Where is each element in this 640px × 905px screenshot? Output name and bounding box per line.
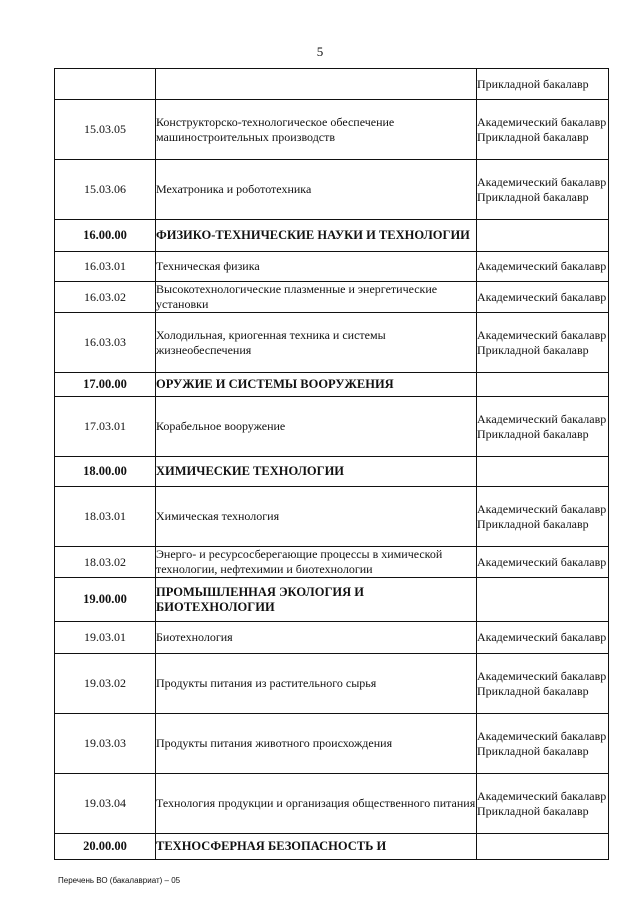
direction-name: ОРУЖИЕ И СИСТЕМЫ ВООРУЖЕНИЯ bbox=[156, 373, 477, 397]
qualification-level bbox=[477, 457, 609, 487]
table-row bbox=[55, 622, 609, 654]
direction-code: 17.03.01 bbox=[55, 397, 156, 457]
direction-code: 18.00.00 bbox=[55, 457, 156, 487]
direction-name: Корабельное вооружение bbox=[156, 397, 477, 457]
direction-code: 18.03.02 bbox=[55, 547, 156, 578]
directions-table bbox=[54, 68, 609, 860]
direction-code: 19.03.02 bbox=[55, 654, 156, 714]
qualification-level: Академический бакалавр Прикладной бакалавр bbox=[477, 160, 609, 220]
qualification-level: Прикладной бакалавр bbox=[477, 69, 609, 100]
qualification-level: Академический бакалавр Прикладной бакалавр bbox=[477, 654, 609, 714]
direction-name: Биотехнология bbox=[156, 622, 477, 654]
table-row bbox=[55, 774, 609, 834]
qualification-level bbox=[477, 578, 609, 622]
direction-code: 16.00.00 bbox=[55, 220, 156, 252]
direction-code: 16.03.03 bbox=[55, 313, 156, 373]
table-row bbox=[55, 397, 609, 457]
qualification-level: Академический бакалавр Прикладной бакалавр bbox=[477, 100, 609, 160]
footer-note: Перечень ВО (бакалавриат) – 05 bbox=[58, 876, 181, 885]
qualification-level: Академический бакалавр Прикладной бакалавр bbox=[477, 313, 609, 373]
direction-code: 16.03.01 bbox=[55, 252, 156, 282]
qualification-level: Академический бакалавр Прикладной бакалавр bbox=[477, 487, 609, 547]
direction-code: 20.00.00 bbox=[55, 834, 156, 860]
table-row bbox=[55, 547, 609, 578]
direction-code: 18.03.01 bbox=[55, 487, 156, 547]
direction-name: Химическая технология bbox=[156, 487, 477, 547]
direction-name: Продукты питания животного происхождения bbox=[156, 714, 477, 774]
section-row bbox=[55, 578, 609, 622]
direction-name: Продукты питания из растительного сырья bbox=[156, 654, 477, 714]
table-row bbox=[55, 313, 609, 373]
qualification-level bbox=[477, 834, 609, 860]
section-row bbox=[55, 220, 609, 252]
table-row bbox=[55, 282, 609, 313]
direction-name: Техническая физика bbox=[156, 252, 477, 282]
direction-name: Энерго- и ресурсосберегающие процессы в химической технологии, нефтехимии и биотехнологии bbox=[156, 547, 477, 578]
qualification-level: Академический бакалавр Прикладной бакалавр bbox=[477, 397, 609, 457]
direction-code: 15.03.06 bbox=[55, 160, 156, 220]
qualification-level: Академический бакалавр Прикладной бакалавр bbox=[477, 714, 609, 774]
table-row bbox=[55, 714, 609, 774]
table-body bbox=[55, 69, 609, 860]
direction-name: ПРОМЫШЛЕННАЯ ЭКОЛОГИЯ И БИОТЕХНОЛОГИИ bbox=[156, 578, 477, 622]
qualification-level: Академический бакалавр bbox=[477, 547, 609, 578]
section-row bbox=[55, 457, 609, 487]
direction-code: 15.03.05 bbox=[55, 100, 156, 160]
direction-code: 19.00.00 bbox=[55, 578, 156, 622]
section-row bbox=[55, 373, 609, 397]
qualification-level: Академический бакалавр bbox=[477, 252, 609, 282]
table-row bbox=[55, 252, 609, 282]
direction-name bbox=[156, 69, 477, 100]
direction-name: Мехатроника и робототехника bbox=[156, 160, 477, 220]
qualification-level: Академический бакалавр bbox=[477, 282, 609, 313]
qualification-level: Академический бакалавр bbox=[477, 622, 609, 654]
direction-code: 19.03.04 bbox=[55, 774, 156, 834]
direction-name: Конструкторско-технологическое обеспечение машиностроительных производств bbox=[156, 100, 477, 160]
direction-name: ХИМИЧЕСКИЕ ТЕХНОЛОГИИ bbox=[156, 457, 477, 487]
table-row bbox=[55, 487, 609, 547]
table-row bbox=[55, 160, 609, 220]
table-row bbox=[55, 69, 609, 100]
qualification-level bbox=[477, 373, 609, 397]
page-number: 5 bbox=[316, 44, 324, 59]
direction-name: Технология продукции и организация общественного питания bbox=[156, 774, 477, 834]
direction-code: 19.03.01 bbox=[55, 622, 156, 654]
direction-name: Высокотехнологические плазменные и энергетические установки bbox=[156, 282, 477, 313]
table-row bbox=[55, 654, 609, 714]
section-row bbox=[55, 834, 609, 860]
direction-code: 17.00.00 bbox=[55, 373, 156, 397]
direction-code bbox=[55, 69, 156, 100]
direction-name: ФИЗИКО-ТЕХНИЧЕСКИЕ НАУКИ И ТЕХНОЛОГИИ bbox=[156, 220, 477, 252]
qualification-level: Академический бакалавр Прикладной бакалавр bbox=[477, 774, 609, 834]
qualification-level bbox=[477, 220, 609, 252]
direction-name: ТЕХНОСФЕРНАЯ БЕЗОПАСНОСТЬ И bbox=[156, 834, 477, 860]
direction-code: 19.03.03 bbox=[55, 714, 156, 774]
direction-name: Холодильная, криогенная техника и системы жизнеобеспечения bbox=[156, 313, 477, 373]
table-row bbox=[55, 100, 609, 160]
direction-code: 16.03.02 bbox=[55, 282, 156, 313]
